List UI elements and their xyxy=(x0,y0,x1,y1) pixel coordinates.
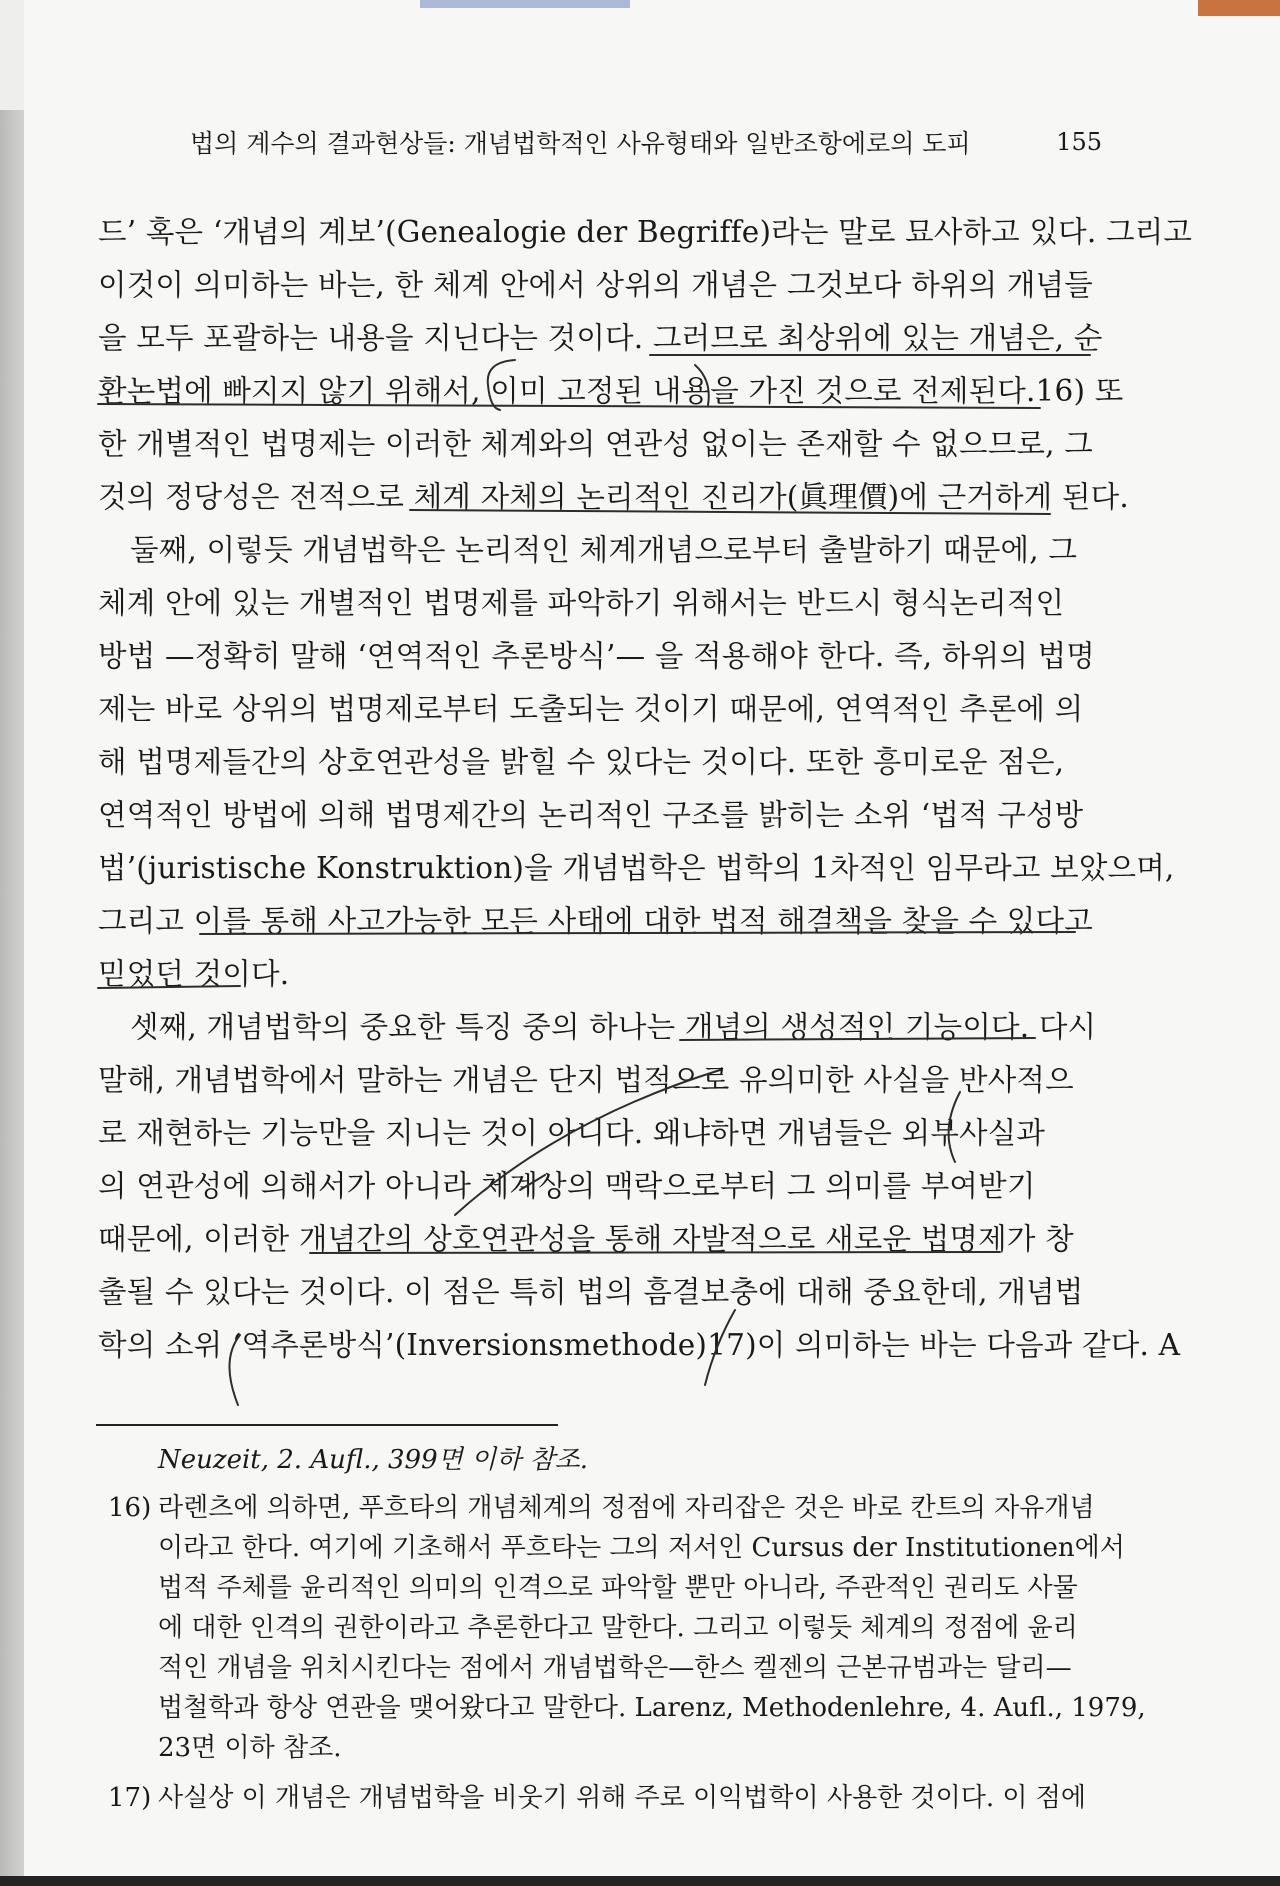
body-line: 제는 바로 상위의 법명제로부터 도출되는 것이기 때문에, 연역적인 추론에 의 xyxy=(98,692,1084,726)
body-line: 믿었던 것이다. xyxy=(98,957,290,991)
body-line: 법’(juristische Konstruktion)을 개념법학은 법학의 1차적인 임무라고 보았으며, xyxy=(98,851,1175,885)
body-line: 을 모두 포괄하는 내용을 지닌다는 것이다. 그러므로 최상위에 있는 개념은, 순 xyxy=(98,321,1103,355)
body-line: 드’ 혹은 ‘개념의 계보’(Genealogie der Begriffe)라는 말로 묘사하고 있다. 그리고 xyxy=(98,215,1193,249)
body-line: 학의 소위 ‘역추론방식’(Inversionsmethode)17)이 의미하는 바는 다음과 같다. A xyxy=(98,1328,1181,1362)
footnote-16-line: 에 대한 인격의 권한이라고 추론한다고 말한다. 그리고 이렇듯 체계의 정점에 윤리 xyxy=(158,1613,1078,1643)
footnote-16-line: 23면 이하 참조. xyxy=(158,1733,342,1763)
footnote-continued: Neuzeit, 2. Aufl., 399면 이하 참조. xyxy=(158,1445,588,1475)
scan-edge-corner xyxy=(1198,0,1280,16)
body-line: 환논법에 빠지지 않기 위해서, 이미 고정된 내용을 가진 것으로 전제된다.16) 또 xyxy=(98,374,1124,408)
body-line: 해 법명제들간의 상호연관성을 밝힐 수 있다는 것이다. 또한 흥미로운 점은, xyxy=(98,745,1065,779)
body-line: 출될 수 있다는 것이다. 이 점은 특히 법의 흠결보충에 대해 중요한데, 개념법 xyxy=(98,1275,1084,1309)
body-line: 로 재현하는 기능만을 지니는 것이 아니다. 왜냐하면 개념들은 외부사실과 xyxy=(98,1116,1046,1150)
body-line: 이것이 의미하는 바는, 한 체계 안에서 상위의 개념은 그것보다 하위의 개념들 xyxy=(98,268,1093,302)
scan-edge-bottom xyxy=(0,1876,1280,1886)
footnote-rule xyxy=(96,1424,558,1426)
header-title: 법의 계수의 결과현상들: 개념법학적인 사유형태와 일반조항에로의 도피 xyxy=(190,129,971,158)
footnote-17-line: 사실상 이 개념은 개념법학을 비웃기 위해 주로 이익법학이 사용한 것이다. 이 점에 xyxy=(158,1783,1087,1813)
footnote-16-label: 16) xyxy=(108,1493,152,1523)
body-line: 말해, 개념법학에서 말하는 개념은 단지 법적으로 유의미한 사실을 반사적으 xyxy=(98,1063,1074,1097)
body-line: 그리고 이를 통해 사고가능한 모든 사태에 대한 법적 해결책을 찾을 수 있다고 xyxy=(98,904,1093,938)
body-line: 둘째, 이렇듯 개념법학은 논리적인 체계개념으로부터 출발하기 때문에, 그 xyxy=(130,533,1078,567)
body-line: 의 연관성에 의해서가 아니라 체계상의 맥락으로부터 그 의미를 부여받기 xyxy=(98,1169,1036,1203)
body-line: 방법 —정확히 말해 ‘연역적인 추론방식’— 을 적용해야 한다. 즉, 하위의 법명 xyxy=(98,639,1095,673)
footnote-16-line: 라렌츠에 의하면, 푸흐타의 개념체계의 정점에 자리잡은 것은 바로 칸트의 자유개념 xyxy=(158,1493,1095,1523)
body-line: 것의 정당성은 전적으로 체계 자체의 논리적인 진리가(眞理價)에 근거하게 된다. xyxy=(98,480,1129,514)
footnote-16-line: 이라고 한다. 여기에 기초해서 푸흐타는 그의 저서인 Cursus der Institutionen에서 xyxy=(158,1533,1125,1563)
body-line: 연역적인 방법에 의해 법명제간의 논리적인 구조를 밝히는 소위 ‘법적 구성방 xyxy=(98,798,1084,832)
body-line: 때문에, 이러한 개념간의 상호연관성을 통해 자발적으로 새로운 법명제가 창 xyxy=(98,1222,1074,1256)
running-header xyxy=(190,124,1200,164)
footnote-16-line: 적인 개념을 위치시킨다는 점에서 개념법학은—한스 켈젠의 근본규범과는 달리— xyxy=(158,1653,1072,1683)
body-line: 한 개별적인 법명제는 이러한 체계와의 연관성 없이는 존재할 수 없으므로, 그 xyxy=(98,427,1093,461)
footnote-16-line: 법적 주체를 윤리적인 의미의 인격으로 파악할 뿐만 아니라, 주관적인 권리도 사물 xyxy=(158,1573,1078,1603)
body-line: 체계 안에 있는 개별적인 법명제를 파악하기 위해서는 반드시 형식논리적인 xyxy=(98,586,1065,620)
body-line: 셋째, 개념법학의 중요한 특징 중의 하나는 개념의 생성적인 기능이다. 다시 xyxy=(130,1010,1097,1044)
page-number: 155 xyxy=(1056,128,1102,156)
footnote-16-line: 법철학과 항상 연관을 맺어왔다고 말한다. Larenz, Methodenlehre, 4. Aufl., 1979, xyxy=(158,1693,1146,1723)
scan-edge-top xyxy=(420,0,630,8)
footnote-17-label: 17) xyxy=(108,1783,152,1813)
